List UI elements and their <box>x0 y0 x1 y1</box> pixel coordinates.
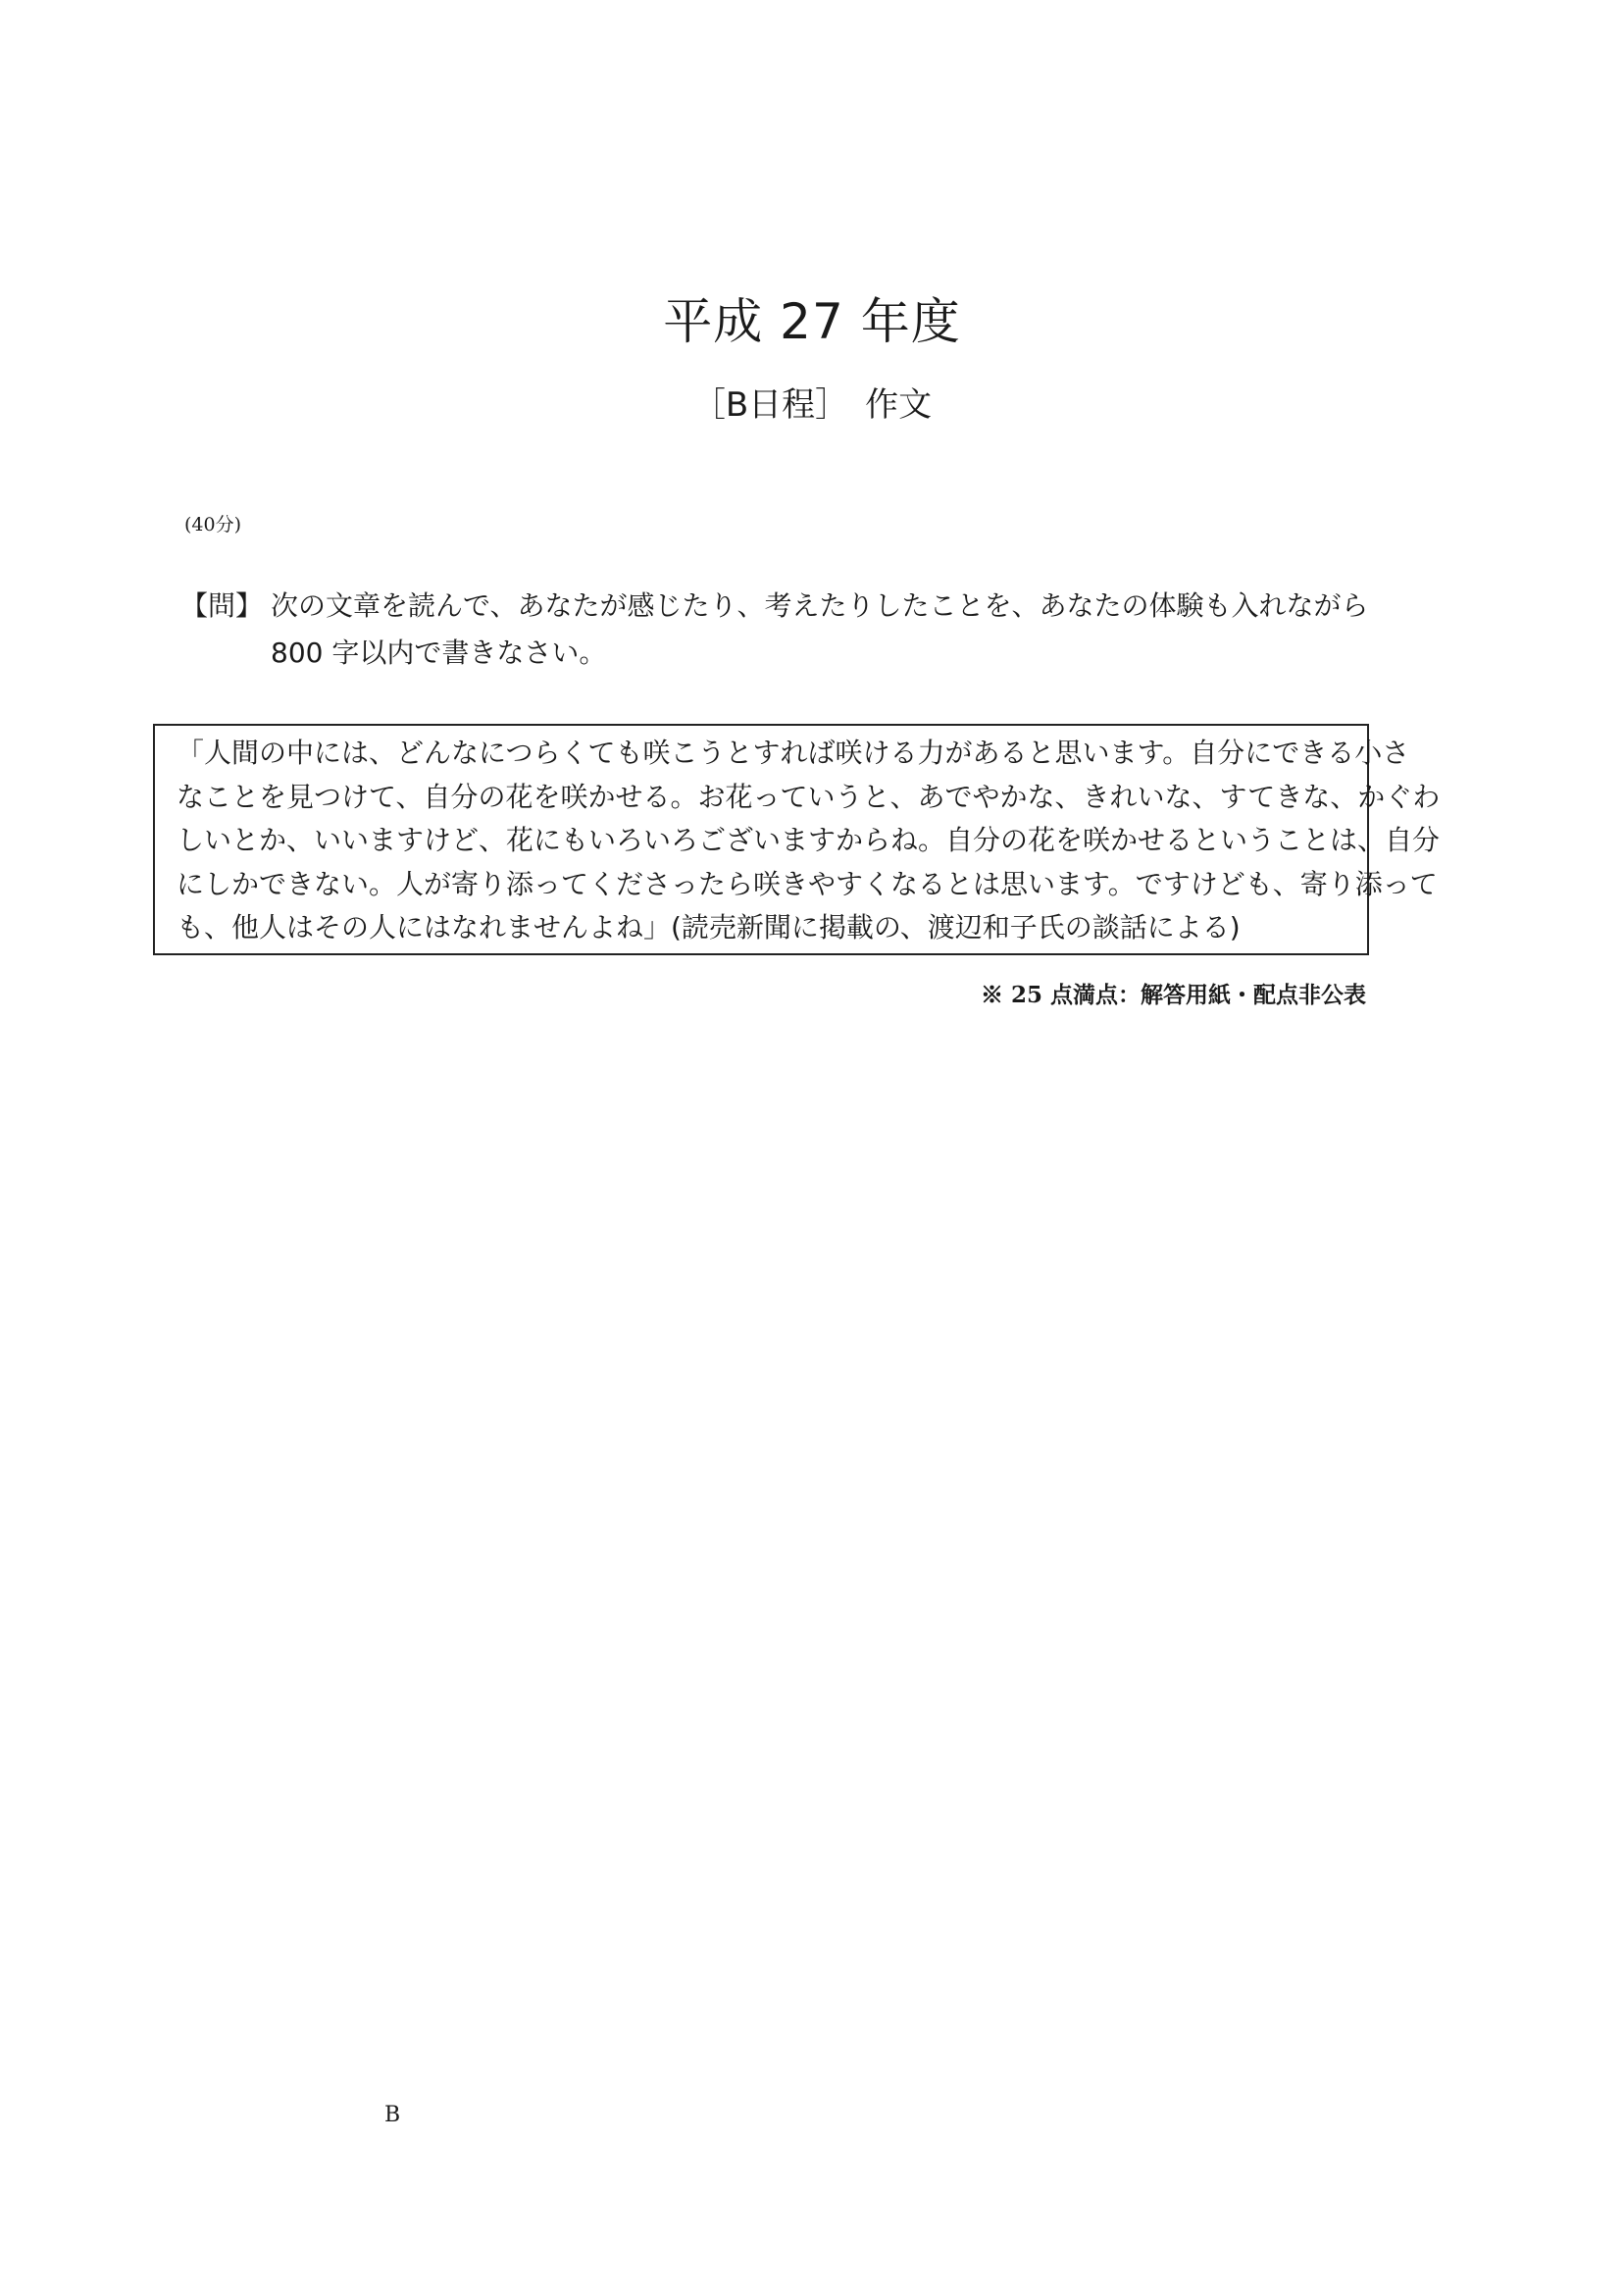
page-title: 平成 27 年度 <box>663 293 961 350</box>
time-limit: (40分) <box>184 514 242 535</box>
quote-line: 「人間の中には、どんなにつらくても咲こうとすれば咲ける力があると思います。自分にできる小さ <box>177 737 1410 769</box>
quote-line: にしかできない。人が寄り添ってくださったら咲きやすくなるとは思います。ですけども、寄り添って <box>177 867 1438 900</box>
quote-line: も、他人はその人にはなれませんよね」(読売新聞に掲載の、渡辺和子氏の談話による) <box>177 911 1241 943</box>
question-label: 【問】 <box>180 589 264 622</box>
footer-mark: B <box>384 2103 401 2127</box>
question-block <box>180 583 1369 669</box>
quote-box <box>153 724 1441 955</box>
page-subtitle: ［B日程］ 作文 <box>691 385 933 425</box>
quote-line: しいとか、いいますけど、花にもいろいろございますからね。自分の花を咲かせるということは、自分 <box>177 824 1441 856</box>
quote-line: なことを見つけて、自分の花を咲かせる。お花っていうと、あでやかな、きれいな、すてきな、かぐわ <box>177 780 1441 813</box>
score-note: ※ 25 点満点：解答用紙・配点非公表 <box>981 982 1367 1008</box>
question-text: 次の文章を読んで、あなたが感じたり、考えたりしたことを、あなたの体験も入れながら 800 字以内で書きなさい。 <box>271 589 1369 669</box>
